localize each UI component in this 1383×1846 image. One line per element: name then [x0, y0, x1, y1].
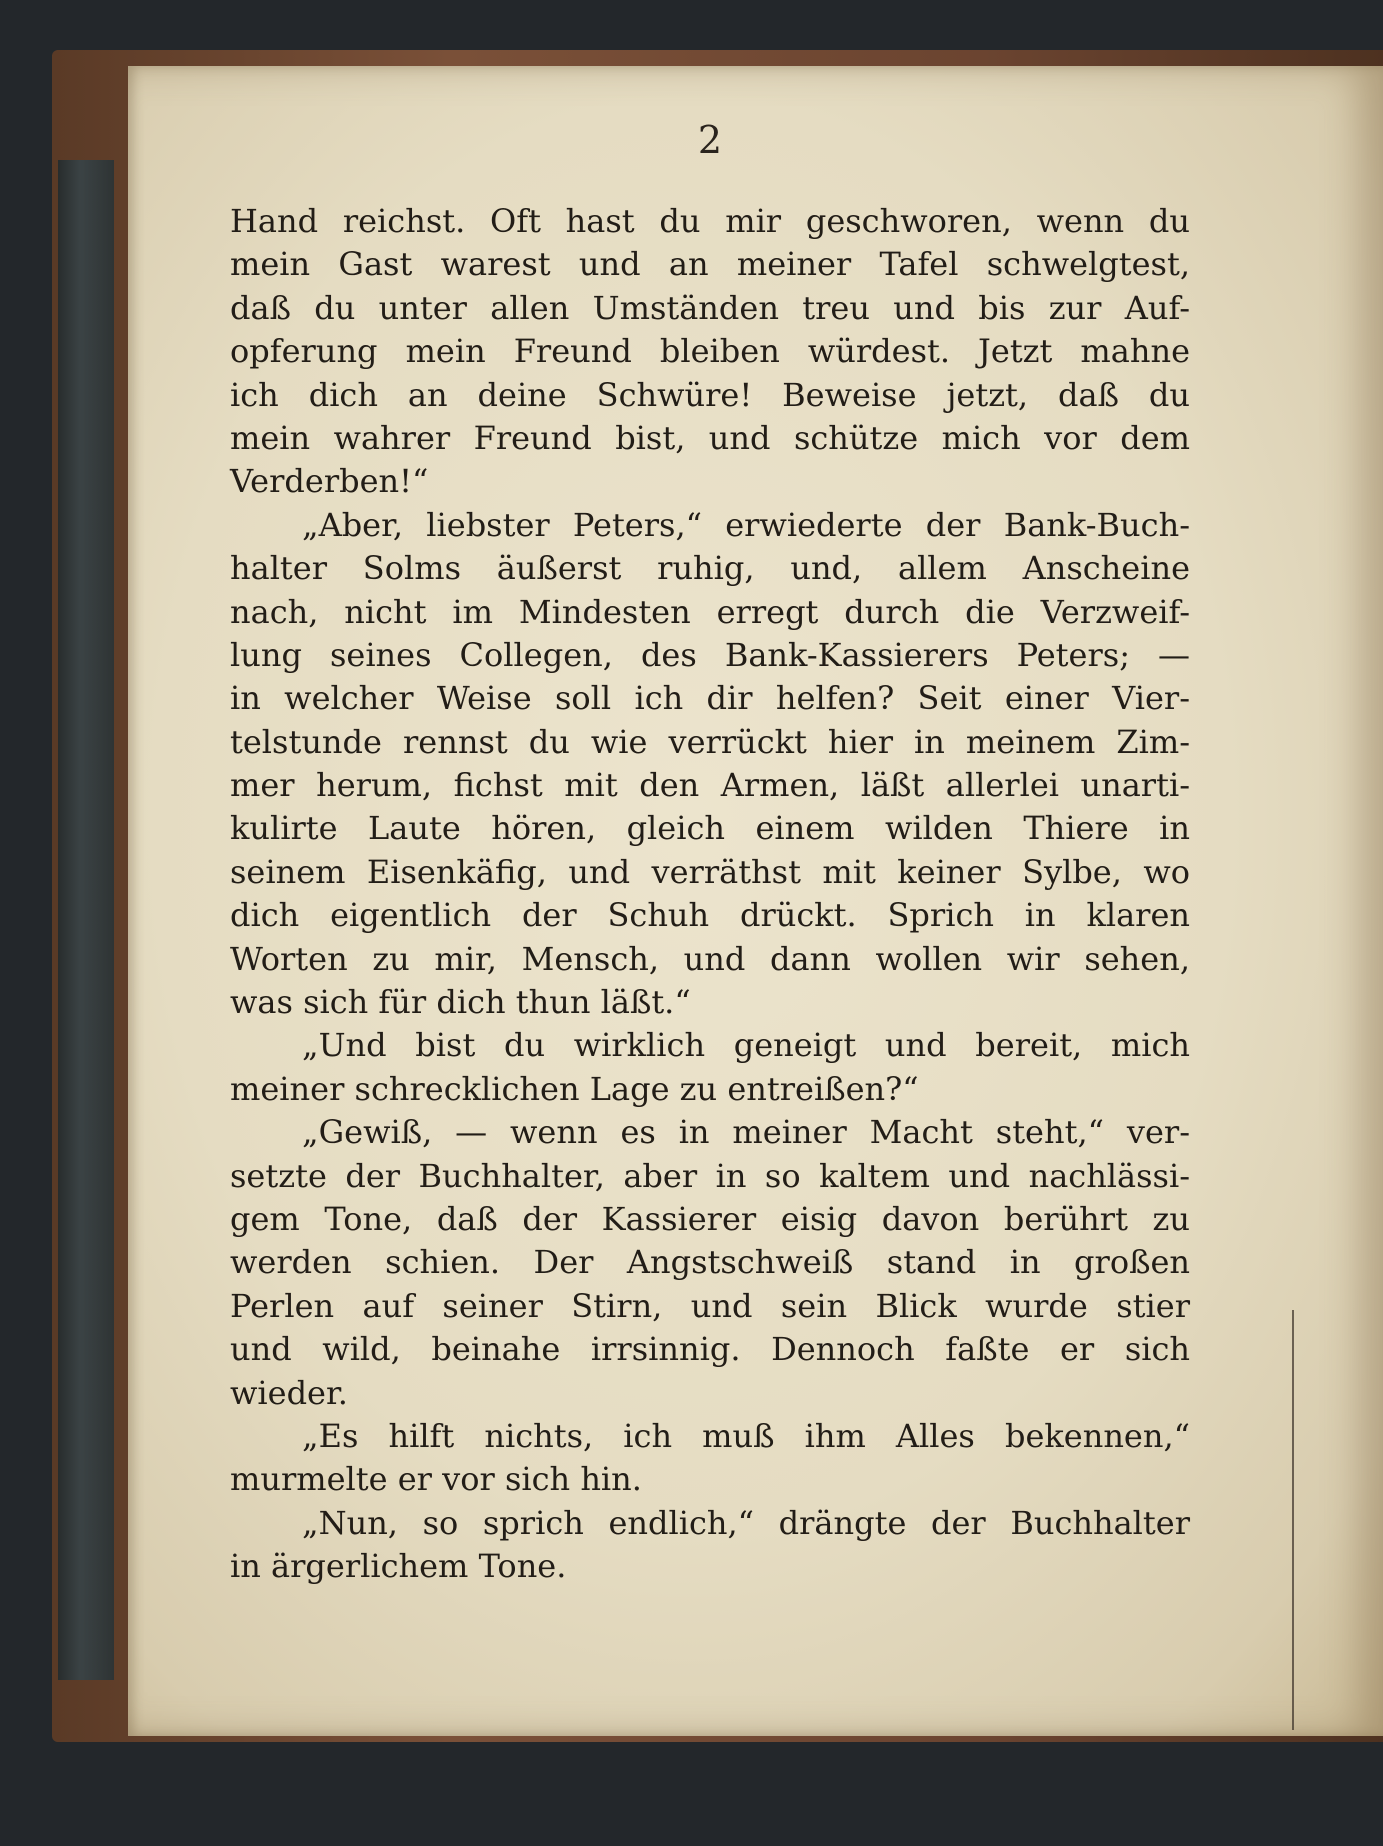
text-line: ich dich an deine Schwüre! Beweise jetzt, daß du — [230, 375, 1190, 414]
page-number: 2 — [697, 118, 723, 162]
page-text — [230, 200, 1190, 1589]
text-line: „Nun, so sprich endlich,“ drängte der Buchhalter — [302, 1503, 1190, 1542]
text-line: nach, nicht im Mindesten erregt durch die Verzweif- — [230, 592, 1190, 631]
text-line: was sich für dich thun läßt.“ — [230, 983, 691, 1022]
text-line: daß du unter allen Umständen treu und bis zur Auf- — [230, 288, 1190, 327]
book-spine — [58, 160, 114, 1680]
text-line: meiner schrecklichen Lage zu entreißen?“ — [230, 1069, 919, 1108]
text-line: Verderben!“ — [230, 462, 429, 501]
text-line: „Aber, liebster Peters,“ erwiederte der Bank-Buch- — [302, 505, 1190, 544]
text-line: mein Gast warest und an meiner Tafel schwelgtest, — [230, 245, 1190, 284]
text-line: Worten zu mir, Mensch, und dann wollen wir sehen, — [230, 939, 1190, 978]
text-line: Perlen auf seiner Stirn, und sein Blick wurde stier — [230, 1286, 1190, 1325]
text-line: mein wahrer Freund bist, und schütze mich vor dem — [230, 418, 1190, 457]
text-line: in welcher Weise soll ich dir helfen? Seit einer Vier- — [230, 679, 1190, 718]
text-line: dich eigentlich der Schuh drückt. Sprich in klaren — [230, 896, 1190, 935]
text-line: „Es hilft nichts, ich muß ihm Alles bekennen,“ — [302, 1416, 1190, 1455]
text-line: werden schien. Der Angstschweiß stand in großen — [230, 1243, 1190, 1282]
text-line: mer herum, fichst mit den Armen, läßt allerlei unarti- — [230, 766, 1190, 805]
text-line: setzte der Buchhalter, aber in so kaltem und nachlässi- — [230, 1156, 1190, 1195]
text-line: kulirte Laute hören, gleich einem wilden Thiere in — [230, 809, 1190, 848]
text-line: wieder. — [230, 1373, 348, 1412]
text-line: opferung mein Freund bleiben würdest. Jetzt mahne — [230, 332, 1190, 371]
text-line: Hand reichst. Oft hast du mir geschworen, wenn du — [230, 202, 1190, 240]
text-line: halter Solms äußerst ruhig, und, allem Anscheine — [230, 549, 1190, 588]
text-line: „Und bist du wirklich geneigt und bereit, mich — [302, 1026, 1190, 1065]
text-line: „Gewiß, — wenn es in meiner Macht steht,“ ver- — [302, 1113, 1190, 1152]
text-line: murmelte er vor sich hin. — [230, 1460, 642, 1499]
text-line: telstunde rennst du wie verrückt hier in meinem Zim- — [230, 722, 1190, 761]
text-line: lung seines Collegen, des Bank-Kassierers Peters; — — [230, 635, 1190, 674]
text-line: gem Tone, daß der Kassierer eisig davon berührt zu — [230, 1199, 1190, 1238]
text-line: in ärgerlichem Tone. — [230, 1547, 567, 1586]
gutter-line — [1292, 1310, 1294, 1730]
text-line: seinem Eisenkäfig, und verräthst mit keiner Sylbe, wo — [230, 852, 1190, 891]
text-line: und wild, beinahe irrsinnig. Dennoch faßte er sich — [230, 1330, 1190, 1369]
